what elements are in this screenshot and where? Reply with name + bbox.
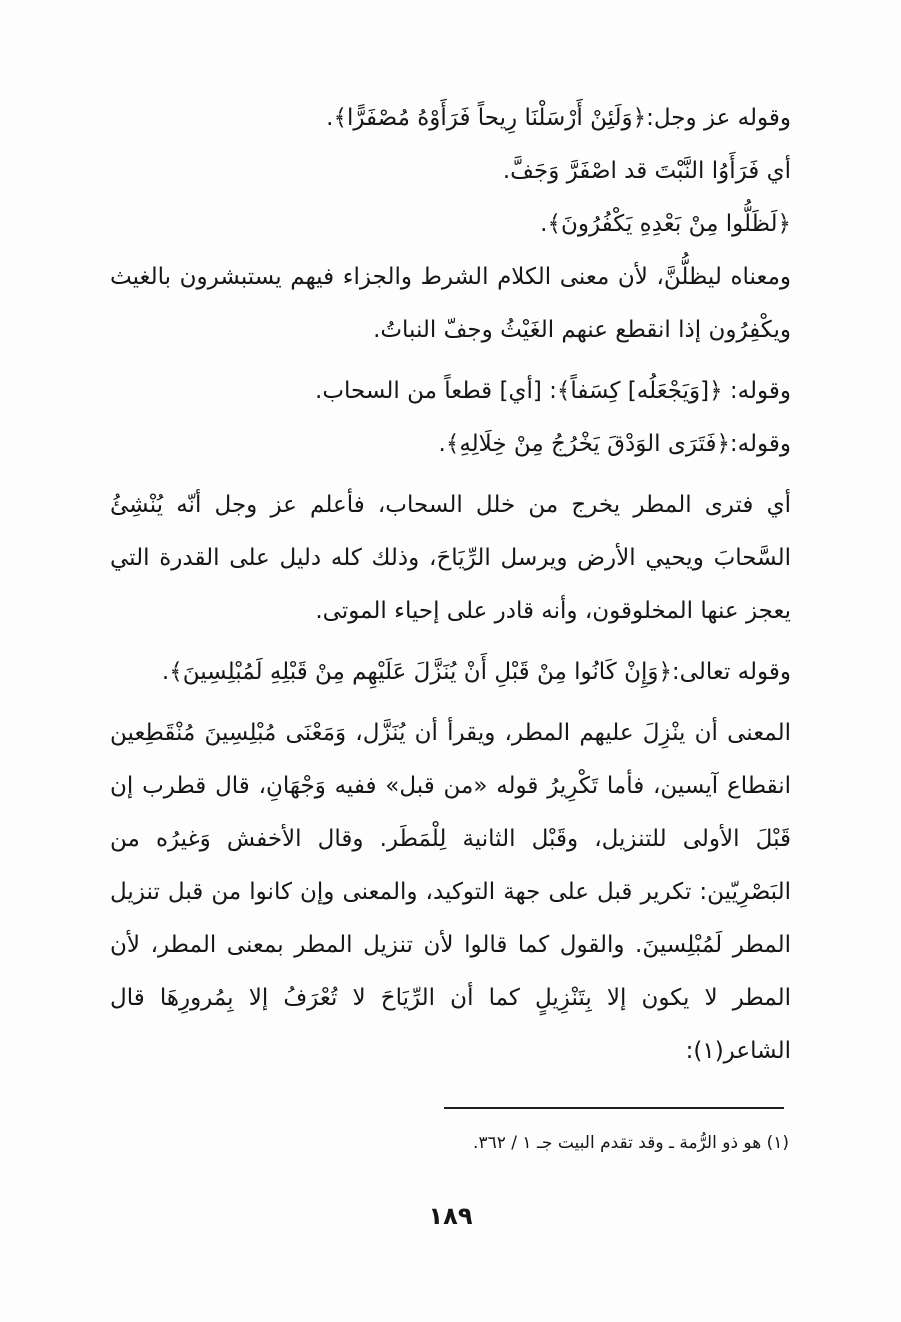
page-number: ١٨٩ xyxy=(428,1202,473,1230)
footnote: (١) هو ذو الرُّمة ـ وقد تقدم البيت جـ ١ / ٣٦٢. xyxy=(473,1133,789,1153)
spacer xyxy=(110,638,791,646)
paragraph: وقوله:﴿فَتَرَى الوَدْقَ يَخْرُجُ مِنْ خِلَالِهِ﴾. xyxy=(438,431,791,457)
paragraph: المعنى أن ينْزِلَ عليهم المطر، ويقرأ أن يُنَزَّل، وَمَعْنَى مُبْلِسِينَ مُنْقَطِعين انقطاع آيسين، فأما تَكْرِيرُ قوله «من قبل» ففيه وَجْهَانِ، قال قطرب إن قَبْلَ الأولى للتنزيل، وقَبْل الثانية لِلْمَطَر. وقال الأخفش وَغيرُه من البَصْرِيّين: تكرير قبل على جهة التوكيد، والمعنى وإن كانوا من قبل تنزيل المطر لَمُبْلِسينَ. والقول كما قالوا لأن تنزيل المطر بمعنى المطر، لأن المطر لا يكون إلا بِتَنْزِيلٍ كما أن الرِّيَاحَ لا تُعْرَفُ إلا بِمُرورِهَا قال الشاعر(١): xyxy=(110,720,791,1064)
main-text xyxy=(110,92,791,1078)
spacer xyxy=(110,471,791,479)
paragraph: وقوله تعالى:﴿وَإِنْ كَانُوا مِنْ قَبْلِ أَنْ يُنَزَّلَ عَلَيْهِم مِنْ قَبْلِهِ لَمُبْلِسِينَ﴾. xyxy=(161,659,791,685)
paragraph: وقوله عز وجل:﴿وَلَئِنْ أَرْسَلْنَا رِيحاً فَرَأَوْهُ مُصْفَرًّا﴾. xyxy=(326,105,791,131)
paragraph: ﴿لَظَلُّوا مِنْ بَعْدِهِ يَكْفُرُونَ﴾. xyxy=(540,211,791,237)
spacer xyxy=(110,357,791,365)
paragraph: أي فترى المطر يخرج من خلل السحاب، فأعلم عز وجل أنّه يُنْشِئُ السَّحابَ ويحيي الأرض ويرسل الرِّيَاحَ، وذلك كله دليل على القدرة التي يعجز عنها المخلوقون، وأنه قادر على إحياء الموتى. xyxy=(110,492,791,624)
paragraph: أي فَرَأَوُا النَّبْتَ قد اصْفَرَّ وَجَفَّ. xyxy=(502,158,791,184)
spacer xyxy=(110,699,791,707)
paragraph: ومعناه ليظلُّنَّ، لأن معنى الكلام الشرط والجزاء فيهم يستبشرون بالغيث ويكْفِرُون إذا انقطع عنهم الغَيْثُ وجفّ النباتُ. xyxy=(110,264,791,343)
paragraph: وقوله: ﴿[وَيَجْعَلُه] كِسَفاً﴾: [أي] قطعاً من السحاب. xyxy=(315,378,791,404)
footnote-divider xyxy=(444,1107,784,1109)
